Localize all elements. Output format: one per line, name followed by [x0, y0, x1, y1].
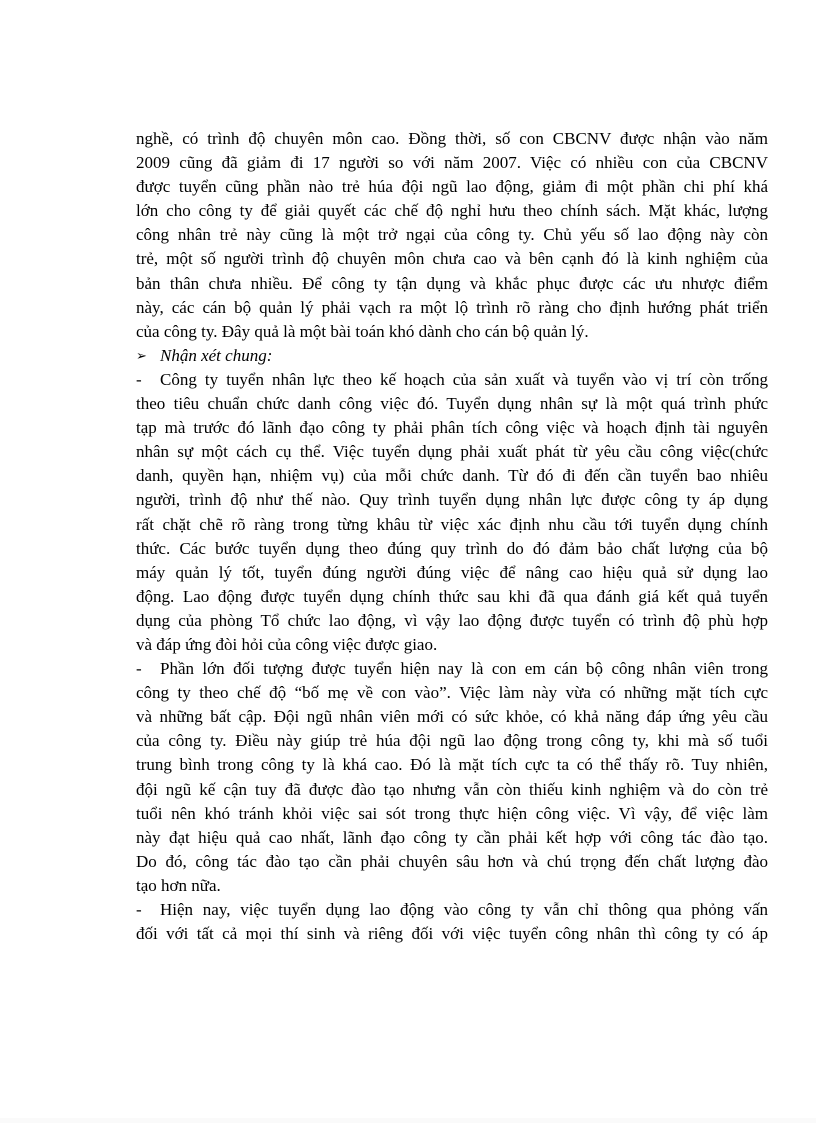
text-line: lớn cho công ty để giải quyết các chế độ nghỉ hưu theo chính sách. Mặt khác, lượng [136, 201, 768, 221]
text-line: và đáp ứng đòi hỏi của công việc được giao. [136, 634, 438, 654]
text-line: này, các cán bộ quản lý phải vạch ra một lộ trình rõ ràng cho định hướng phát triển [136, 297, 768, 317]
text-line: nghề, có trình độ chuyên môn cao. Đồng thời, số con CBCNV được nhận vào năm [136, 129, 768, 148]
text-line: động. Lao động được tuyển dụng chính thức sau khi đã qua đánh giá kết quả tuyển [136, 586, 768, 606]
text-line [136, 657, 768, 681]
text-line: công ty theo chế độ “bố mẹ về con vào”. Việc làm này vừa có những mặt tích cực [136, 683, 768, 703]
text-line: rất chặt chẽ rõ ràng trong từng khâu từ việc xác định nhu cầu tới tuyển dụng chính [136, 514, 768, 534]
text-line: máy quản lý tốt, tuyển đúng người đúng việc để nâng cao hiệu quả sử dụng lao [136, 562, 768, 582]
text-line: của công ty. Điều này giúp trẻ húa đội ngũ lao động trong công ty, khi mà số tuổi [136, 731, 768, 751]
text-line: 2009 cũng đã giảm đi 17 người so với năm 2007. Việc có nhiều con của CBCNV [136, 153, 768, 173]
arrow-bullet-icon: ➢ [136, 347, 147, 363]
text-line: dụng của phòng Tổ chức lao động, vì vậy lao động được tuyển có trình độ phù hợp [136, 610, 768, 630]
page-bottom-edge [0, 1118, 816, 1123]
text-line: trẻ, một số người trình độ chuyên môn chưa cao và bên cạnh đó là kinh nghiệm của [136, 249, 768, 269]
text-line [136, 368, 768, 392]
text-line: bản thân chưa nhiều. Để công ty tận dụng và khắc phục được các ưu nhược điểm [136, 273, 768, 293]
body-text [136, 127, 768, 946]
text-line: và những bất cập. Đội ngũ nhân viên mới có sức khỏe, có khả năng đáp ứng yêu cầu [136, 707, 768, 727]
text-line: người, trình độ như thế nào. Quy trình tuyển dụng nhân lực được công ty áp dụng [136, 490, 768, 510]
dash-marker: - [136, 369, 142, 389]
text-line: tuổi nên khó tránh khỏi việc sai sót trong thực hiện công việc. Vì vậy, để việc làm [136, 803, 768, 823]
text-line: theo tiêu chuẩn chức danh công việc đó. Tuyển dụng nhân sự là một quá trình phức [136, 394, 768, 414]
dash-item-recruitment-plan [136, 368, 768, 657]
dash-marker: - [136, 900, 142, 919]
item-first-line: Công ty tuyển nhân lực theo kế hoạch của sản xuất và tuyển vào vị trí còn trống [160, 369, 768, 389]
text-line: công nhân trẻ này cũng là một trở ngại của công ty. Chủ yếu số lao động này còn [136, 225, 768, 245]
section-title: Nhận xét chung: [160, 345, 273, 365]
text-line: tạo hơn nữa. [136, 875, 221, 895]
intro-paragraph [136, 127, 768, 344]
text-line [136, 898, 768, 922]
text-line: này đạt hiệu quả cao nhất, lãnh đạo công ty cần phải kết hợp với công tác đào tạo. [136, 827, 768, 847]
item-first-line: Phần lớn đối tượng được tuyển hiện nay là con em cán bộ công nhân viên trong [160, 659, 768, 679]
section-heading [136, 344, 768, 368]
text-line: Do đó, công tác đào tạo cần phải chuyên sâu hơn và chú trọng đến chất lượng đào [136, 851, 768, 871]
text-line: được tuyển cũng phần nào trẻ húa đội ngũ lao động, giảm đi một phần chi phí khá [136, 177, 768, 197]
dash-item-employee-children [136, 657, 768, 898]
text-line: của công ty. Đây quả là một bài toán khó dành cho cán bộ quản lý. [136, 321, 589, 341]
text-line: trung bình trong công ty là khá cao. Đó là mặt tích cực ta có thể thấy rõ. Tuy nhiên, [136, 755, 768, 775]
text-line: danh, quyền hạn, nhiệm vụ) của mỗi chức danh. Từ đó đi đến cần tuyển bao nhiêu [136, 466, 768, 486]
text-line: đối với tất cả mọi thí sinh và riêng đối với việc tuyển công nhân thì công ty có áp [136, 924, 768, 944]
dash-marker: - [136, 659, 142, 679]
text-line: đội ngũ kế cận tuy đã được đào tạo nhưng vẫn còn thiếu kinh nghiệm và do còn trẻ [136, 779, 768, 799]
text-line: nhân sự một cách cụ thể. Việc tuyển dụng phải xuất phát từ yêu cầu công việc(chức [136, 442, 768, 462]
text-line: tạp mà trước đó lãnh đạo công ty phải phân tích công việc và hoạch định tài nguyên [136, 418, 768, 438]
text-line: thức. Các bước tuyển dụng theo đúng quy trình do đó đảm bảo chất lượng của bộ [136, 538, 768, 558]
dash-item-interview-process [136, 898, 768, 946]
item-first-line: Hiện nay, việc tuyển dụng lao động vào công ty vẫn chỉ thông qua phỏng vấn [160, 900, 768, 919]
